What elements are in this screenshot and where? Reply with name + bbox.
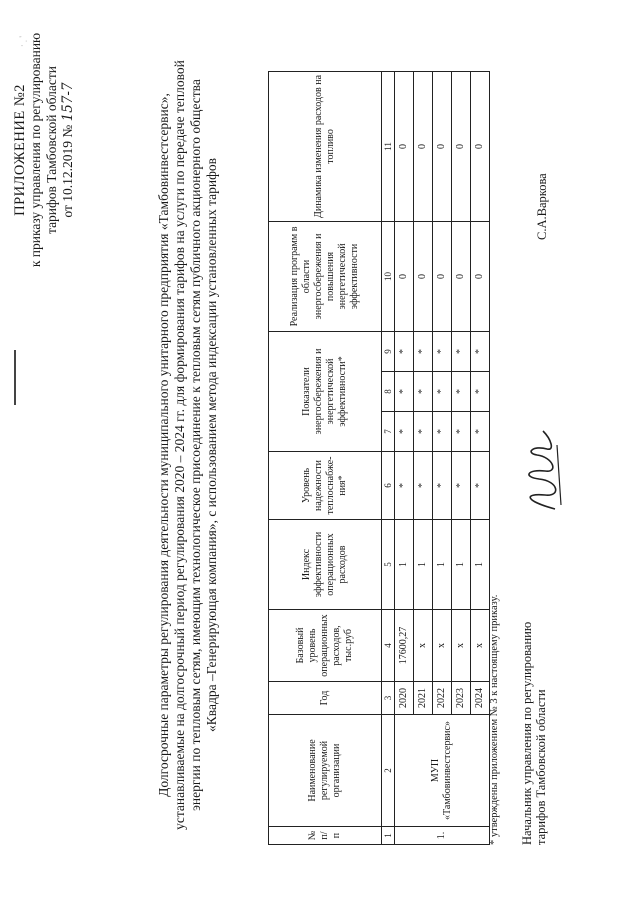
org-name: МУП «Тамбовинвестсервис» [395, 715, 490, 827]
cell-energy-8: * [452, 372, 471, 412]
cell-base: x [471, 610, 490, 682]
order-number-handwritten: 157-7 [60, 82, 76, 122]
col-number: 4 [382, 610, 395, 682]
col-number: 7 [382, 412, 395, 452]
cell-energy-7: * [414, 412, 433, 452]
cell-programs: 0 [433, 221, 452, 331]
cell-year: 2022 [433, 682, 452, 715]
order-date-line [60, 20, 76, 280]
cell-energy-7: * [395, 412, 414, 452]
cell-fuel: 0 [471, 71, 490, 221]
cell-energy-9: * [471, 331, 490, 371]
cell-index: 1 [433, 520, 452, 610]
cell-energy-7: * [433, 412, 452, 452]
cell-index: 1 [452, 520, 471, 610]
authority-line: тарифов Тамбовской области [44, 66, 59, 234]
scan-artifact-line [4, 350, 8, 405]
header-base-level: Базовый уровень операционных расходов, тыс.руб [269, 610, 382, 682]
header-fuel-dynamics: Динамика изменения расходов на топливо [269, 71, 382, 221]
col-number: 6 [382, 452, 395, 520]
cell-fuel: 0 [414, 71, 433, 221]
cell-programs: 0 [395, 221, 414, 331]
cell-reliability: * [433, 452, 452, 520]
cell-year: 2020 [395, 682, 414, 715]
col-number: 3 [382, 682, 395, 715]
cell-year: 2023 [452, 682, 471, 715]
cell-reliability: * [471, 452, 490, 520]
header-org: Наименование регулируемой организации [269, 715, 382, 827]
cell-reliability: * [395, 452, 414, 520]
document-title: Долгосрочные параметры регулирования деятельности муниципального унитарного предприятия «Тамбовинвестсервис», устанавливаемые на долгосрочный период регулирования 2020 – 2024 гг. для формирования тарифов на услуги по передаче тепловой энергии по тепловым сетям, имеющим технологическое присоединение к тепловым сетям публичного акционерного общества «Квадра –Генерирующая компания», с использованием метода индексации установленных тарифов [156, 60, 219, 830]
appendix-title: ПРИЛОЖЕНИЕ №2 [12, 84, 28, 216]
cell-energy-7: * [452, 412, 471, 452]
col-number: 10 [382, 221, 395, 331]
cell-reliability: * [414, 452, 433, 520]
cell-energy-9: * [414, 331, 433, 371]
cell-fuel: 0 [433, 71, 452, 221]
col-number: 2 [382, 715, 395, 827]
cell-base: 17600,27 [395, 610, 414, 682]
order-date: от 10.12.2019 № [60, 124, 75, 218]
header-efficiency-index: Индекс эффективности операционных расходов [269, 520, 382, 610]
col-number: 1 [382, 827, 395, 845]
footnote: * утверждены приложением № 3 к настоящему приказу. [489, 594, 500, 845]
cell-index: 1 [414, 520, 433, 610]
col-number: 11 [382, 71, 395, 221]
signatory-position [520, 485, 548, 845]
cell-energy-8: * [433, 372, 452, 412]
cell-index: 1 [395, 520, 414, 610]
parameters-table [268, 71, 490, 845]
cell-year: 2024 [471, 682, 490, 715]
position-line: Начальник управления по регулированию [520, 621, 534, 845]
cell-year: 2021 [414, 682, 433, 715]
cell-programs: 0 [452, 221, 471, 331]
col-number: 5 [382, 520, 395, 610]
cell-energy-8: * [395, 372, 414, 412]
cell-energy-8: * [471, 372, 490, 412]
cell-energy-9: * [452, 331, 471, 371]
row-number: 1. [395, 827, 490, 845]
approval-block [12, 20, 76, 280]
order-line: к приказу управления по регулированию [28, 32, 43, 268]
cell-energy-9: * [395, 331, 414, 371]
scan-mark: · ˌ ' [18, 36, 27, 47]
header-reliability: Уровень надежности теплоснабже-ния* [269, 452, 382, 520]
header-num: № п/п [269, 827, 382, 845]
header-year: Год [269, 682, 382, 715]
cell-energy-7: * [471, 412, 490, 452]
header-programs: Реализация программ в области энергосбережения и повышения энергетической эффективности [269, 221, 382, 331]
header-energy-indicators: Показатели энергосбережения и энергетической эффективности* [269, 331, 382, 451]
col-number: 9 [382, 331, 395, 371]
cell-energy-9: * [433, 331, 452, 371]
cell-index: 1 [471, 520, 490, 610]
column-number-row [382, 71, 395, 844]
cell-energy-8: * [414, 372, 433, 412]
signatory-name: С.А.Варкова [535, 173, 549, 240]
col-number: 8 [382, 372, 395, 412]
cell-base: x [433, 610, 452, 682]
position-line: тарифов Тамбовской области [534, 689, 548, 845]
cell-fuel: 0 [395, 71, 414, 221]
cell-programs: 0 [414, 221, 433, 331]
table-header-row [269, 71, 382, 844]
handwritten-signature [515, 425, 567, 515]
cell-fuel: 0 [452, 71, 471, 221]
cell-base: x [414, 610, 433, 682]
cell-base: x [452, 610, 471, 682]
cell-programs: 0 [471, 221, 490, 331]
table-row [395, 71, 414, 844]
cell-reliability: * [452, 452, 471, 520]
